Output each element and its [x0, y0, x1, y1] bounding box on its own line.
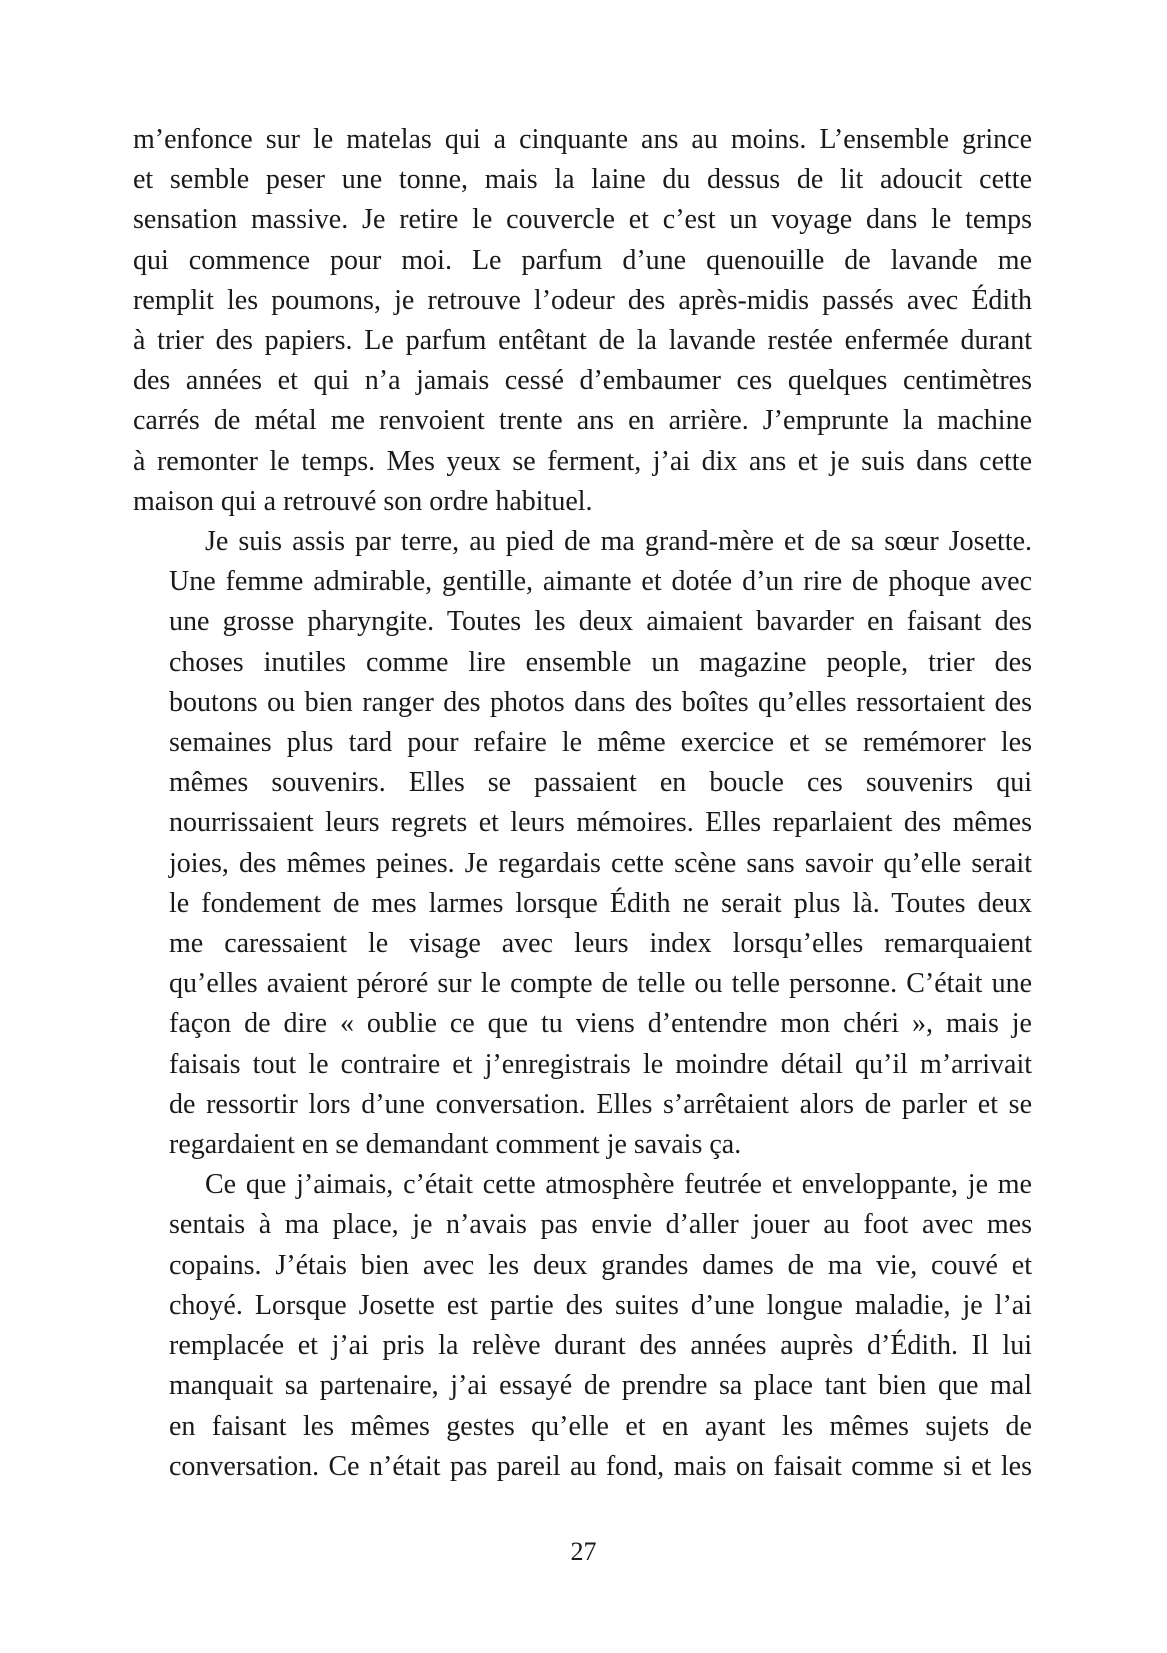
- text-line: choyé. Lorsque Josette est partie des suites d’une longue maladie, je l’ai: [169, 1289, 1032, 1321]
- text-line: sentais à ma place, je n’avais pas envie d’aller jouer au foot avec mes: [169, 1209, 1032, 1241]
- text-line: faisais tout le contraire et j’enregistrais le moindre détail qu’il m’arrivait: [169, 1048, 1032, 1080]
- paragraph: [133, 522, 1032, 1165]
- text-line: à trier des papiers. Le parfum entêtant de la lavande restée enfermée durant: [133, 325, 1032, 357]
- text-line: de ressortir lors d’une conversation. Elles s’arrêtaient alors de parler et se: [169, 1088, 1032, 1120]
- text-line: et semble peser une tonne, mais la laine du dessus de lit adoucit cette: [133, 164, 1032, 196]
- text-line: remplacée et j’ai pris la relève durant des années auprès d’Édith. Il lui: [169, 1330, 1032, 1362]
- text-line: le fondement de mes larmes lorsque Édith ne serait plus là. Toutes deux: [169, 887, 1032, 919]
- text-line: nourrissaient leurs regrets et leurs mémoires. Elles reparlaient des mêmes: [169, 807, 1032, 839]
- text-line: manquait sa partenaire, j’ai essayé de prendre sa place tant bien que mal: [169, 1370, 1032, 1402]
- text-line: copains. J’étais bien avec les deux grandes dames de ma vie, couvé et: [169, 1249, 1032, 1281]
- text-line: m’enfonce sur le matelas qui a cinquante ans au moins. L’ensemble grince: [133, 124, 1032, 155]
- text-line: en faisant les mêmes gestes qu’elle et en ayant les mêmes sujets de: [169, 1410, 1032, 1442]
- text-line: qu’elles avaient pérоré sur le compte de telle ou telle personne. C’était une: [169, 968, 1032, 1000]
- text-line: sensation massive. Je retire le couvercle et c’est un voyage dans le temps: [133, 204, 1032, 236]
- text-line: Je suis assis par terre, au pied de ma grand-mère et de sa sœur Josette.: [205, 526, 1032, 558]
- text-line: me caressaient le visage avec leurs index lorsqu’elles remarquaient: [169, 928, 1032, 960]
- text-line: choses inutiles comme lire ensemble un magazine people, trier des: [169, 646, 1032, 678]
- paragraph: [133, 1165, 1032, 1487]
- text-line: semaines plus tard pour refaire le même exercice et se remémorer les: [169, 727, 1032, 759]
- paragraph: [133, 120, 1032, 522]
- body-text: [133, 120, 1032, 1487]
- text-line: regardaient en se demandant comment je savais ça.: [169, 1129, 742, 1161]
- page-number: 27: [570, 1537, 597, 1566]
- text-line: une grosse pharyngite. Toutes les deux aimaient bavarder en faisant des: [169, 606, 1032, 638]
- text-line: à remonter le temps. Mes yeux se ferment, j’ai dix ans et je suis dans cette: [133, 445, 1032, 477]
- text-line: joies, des mêmes peines. Je regardais cette scène sans savoir qu’elle serait: [169, 847, 1032, 879]
- text-line: mêmes souvenirs. Elles se passaient en boucle ces souvenirs qui: [169, 767, 1032, 799]
- text-line: conversation. Ce n’était pas pareil au fond, mais on faisait comme si et les: [169, 1450, 1032, 1482]
- text-line: boutons ou bien ranger des photos dans des boîtes qu’elles ressortaient des: [169, 686, 1032, 718]
- text-line: façon de dire « oublie ce que tu viens d’entendre mon chéri », mais je: [169, 1008, 1032, 1040]
- text-line: remplit les poumons, je retrouve l’odeur des après-midis passés avec Édith: [133, 284, 1032, 316]
- text-line: carrés de métal me renvoient trente ans en arrière. J’emprunte la machine: [133, 405, 1032, 437]
- text-line: Ce que j’aimais, c’était cette atmosphère feutrée et enveloppante, je me: [205, 1169, 1032, 1201]
- text-line: Une femme admirable, gentille, aimante et dotée d’un rire de phoque avec: [169, 566, 1032, 598]
- text-line: qui commence pour moi. Le parfum d’une quenouille de lavande me: [133, 244, 1032, 276]
- text-line: maison qui a retrouvé son ordre habituel.: [133, 485, 593, 517]
- text-line: des années et qui n’a jamais cessé d’embaumer ces quelques centimètres: [133, 365, 1032, 397]
